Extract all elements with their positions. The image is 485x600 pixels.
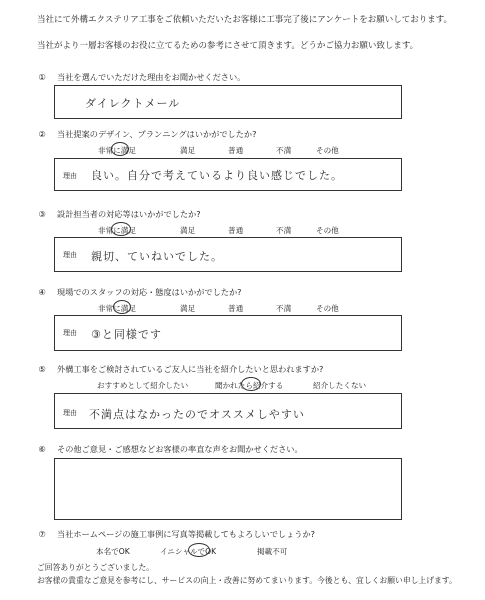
- option-satisfied: 満足: [180, 146, 196, 155]
- selection-circle: [111, 142, 129, 156]
- handwritten-answer: 親切、ていねいでした。: [91, 250, 223, 263]
- option-very-satisfied: 非常に満足: [98, 304, 136, 313]
- question-2: [37, 129, 256, 140]
- reason-label: 理由: [63, 172, 77, 180]
- option-neutral: 普通: [228, 146, 244, 155]
- question-text: 当社提案のデザイン、プランニングはいかがでしたか?: [57, 129, 257, 139]
- question-number: ③: [38, 209, 46, 219]
- question-6: [37, 444, 303, 455]
- option-very-satisfied: 非常に満足: [98, 226, 136, 235]
- footer-thanks: ご回答ありがとうございました。: [37, 563, 154, 572]
- option-recommend: おすすめとして紹介したい: [97, 381, 189, 390]
- selection-circle: [188, 543, 210, 557]
- answer-box-4: [54, 315, 402, 351]
- option-other: その他: [316, 226, 339, 235]
- handwritten-answer: 良い。自分で考えているより良い感じでした。: [91, 169, 343, 182]
- reason-label: 理由: [63, 251, 77, 259]
- reason-label: 理由: [63, 409, 77, 417]
- question-7: [37, 529, 315, 540]
- question-5: [37, 364, 323, 375]
- answer-box-3: [54, 237, 402, 272]
- option-satisfied: 満足: [180, 226, 196, 235]
- question-4: [37, 287, 241, 298]
- question-number: ⑤: [38, 364, 46, 374]
- option-no-publish: 掲載不可: [257, 547, 288, 556]
- question-text: 現場でのスタッフの対応・態度はいかがでしたか?: [57, 287, 242, 297]
- question-text: 設計担当者の対応等はいかがでしたか?: [57, 209, 201, 219]
- intro-line-2: 当社がより一層お客様のお役に立てるための参考にさせて頂きます。どうかご協力お願い致します。: [37, 41, 419, 51]
- answer-box-2: [54, 158, 402, 191]
- handwritten-answer: ③と同様です: [91, 328, 162, 341]
- handwritten-answer: ダイレクトメール: [85, 97, 181, 110]
- selection-circle: [241, 377, 261, 391]
- option-other: その他: [316, 304, 339, 313]
- question-number: ⑦: [38, 529, 46, 539]
- question-text: 当社ホームページの施工事例に写真等掲載してもよろしいでしょうか?: [57, 529, 315, 539]
- intro-line-1: 当社にて外構エクステリア工事をご依頼いただいたお客様に工事完了後にアンケートをお願いしております。: [37, 15, 453, 25]
- selection-circle: [111, 222, 131, 236]
- question-text: 当社を選んでいただけた理由をお聞かせください。: [57, 72, 246, 82]
- question-number: ④: [38, 287, 46, 297]
- option-initials: イニシャルでOK: [160, 547, 217, 556]
- answer-box-5: [54, 393, 402, 429]
- reason-label: 理由: [63, 329, 77, 337]
- option-neutral: 普通: [228, 304, 244, 313]
- selection-circle: [113, 300, 131, 314]
- question-number: ①: [38, 72, 46, 82]
- answer-box-1: [54, 85, 402, 119]
- option-dissatisfied: 不満: [276, 226, 292, 235]
- option-satisfied: 満足: [180, 304, 196, 313]
- option-if-asked: 聞かれたら紹介する: [215, 381, 284, 390]
- question-text: その他ご意見・ご感想などお客様の率直な声をお聞かせください。: [57, 444, 303, 454]
- handwritten-answer: 不満点はなかったのでオススメしやすい: [89, 408, 305, 421]
- answer-box-6: [54, 458, 402, 520]
- option-other: その他: [316, 146, 339, 155]
- question-number: ②: [38, 129, 46, 139]
- footer-message: お客様の貴重なご意見を参考にし、サービスの向上・改善に努めてまいります。今後とも、宜しくお願い申し上げます。: [37, 576, 457, 585]
- question-text: 外構工事をご検討されているご友人に当社を紹介したいと思われますか?: [57, 364, 324, 374]
- option-neutral: 普通: [228, 226, 244, 235]
- question-3: [37, 209, 201, 220]
- question-1: [37, 72, 245, 83]
- option-not-recommend: 紹介したくない: [313, 381, 367, 390]
- option-dissatisfied: 不満: [276, 146, 292, 155]
- option-real-name: 本名でOK: [96, 547, 130, 556]
- option-very-satisfied: 非常に満足: [98, 146, 136, 155]
- question-number: ⑥: [38, 444, 46, 454]
- option-dissatisfied: 不満: [276, 304, 292, 313]
